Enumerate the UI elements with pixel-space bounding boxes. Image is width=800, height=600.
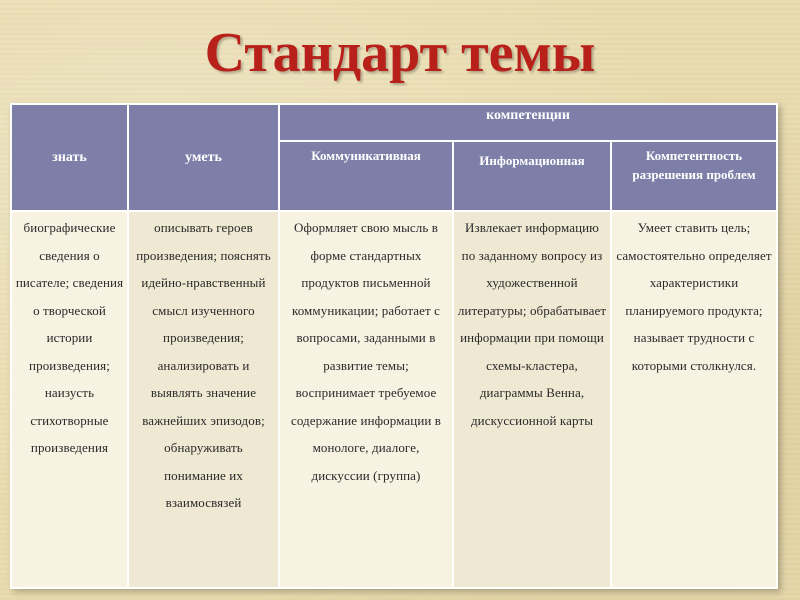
header-can: уметь	[128, 104, 279, 211]
cell-can: описывать героев произведения; пояснять идейно-нравственный смысл изученного произведения; анализировать и выявлять значение важнейших эпизодов; обнаруживать понимание их взаимосвязей	[128, 211, 279, 588]
header-problem-solving: Компетентность разрешения проблем	[611, 141, 777, 211]
cell-problem-solving: Умеет ставить цель; самостоятельно определяет характеристики планируемого продукта; называет трудности с которыми столкнулся.	[611, 211, 777, 588]
header-know: знать	[11, 104, 128, 211]
slide-title: Стандарт темы	[204, 22, 596, 84]
header-communicative: Коммуникативная	[279, 141, 453, 211]
cell-communicative: Оформляет свою мысль в форме стандартных продуктов письменной коммуникации; работает с вопросами, заданными в развитие темы; воспринимает требуемое содержание информации в монологе, диалоге, дискуссии (группа)	[279, 211, 453, 588]
standard-table	[10, 103, 778, 589]
header-information: Информационная	[453, 141, 611, 211]
cell-know: биографические сведения о писателе; сведения о творческой истории произведения; наизусть стихотворные произведения	[11, 211, 128, 588]
header-competencies: компетенции	[279, 104, 777, 141]
table-row	[11, 211, 777, 588]
header-row-top	[11, 104, 777, 141]
cell-information: Извлекает информацию по заданному вопросу из художественной литературы; обрабатывает информации при помощи схемы-кластера, диаграммы Венна, дискуссионной карты	[453, 211, 611, 588]
